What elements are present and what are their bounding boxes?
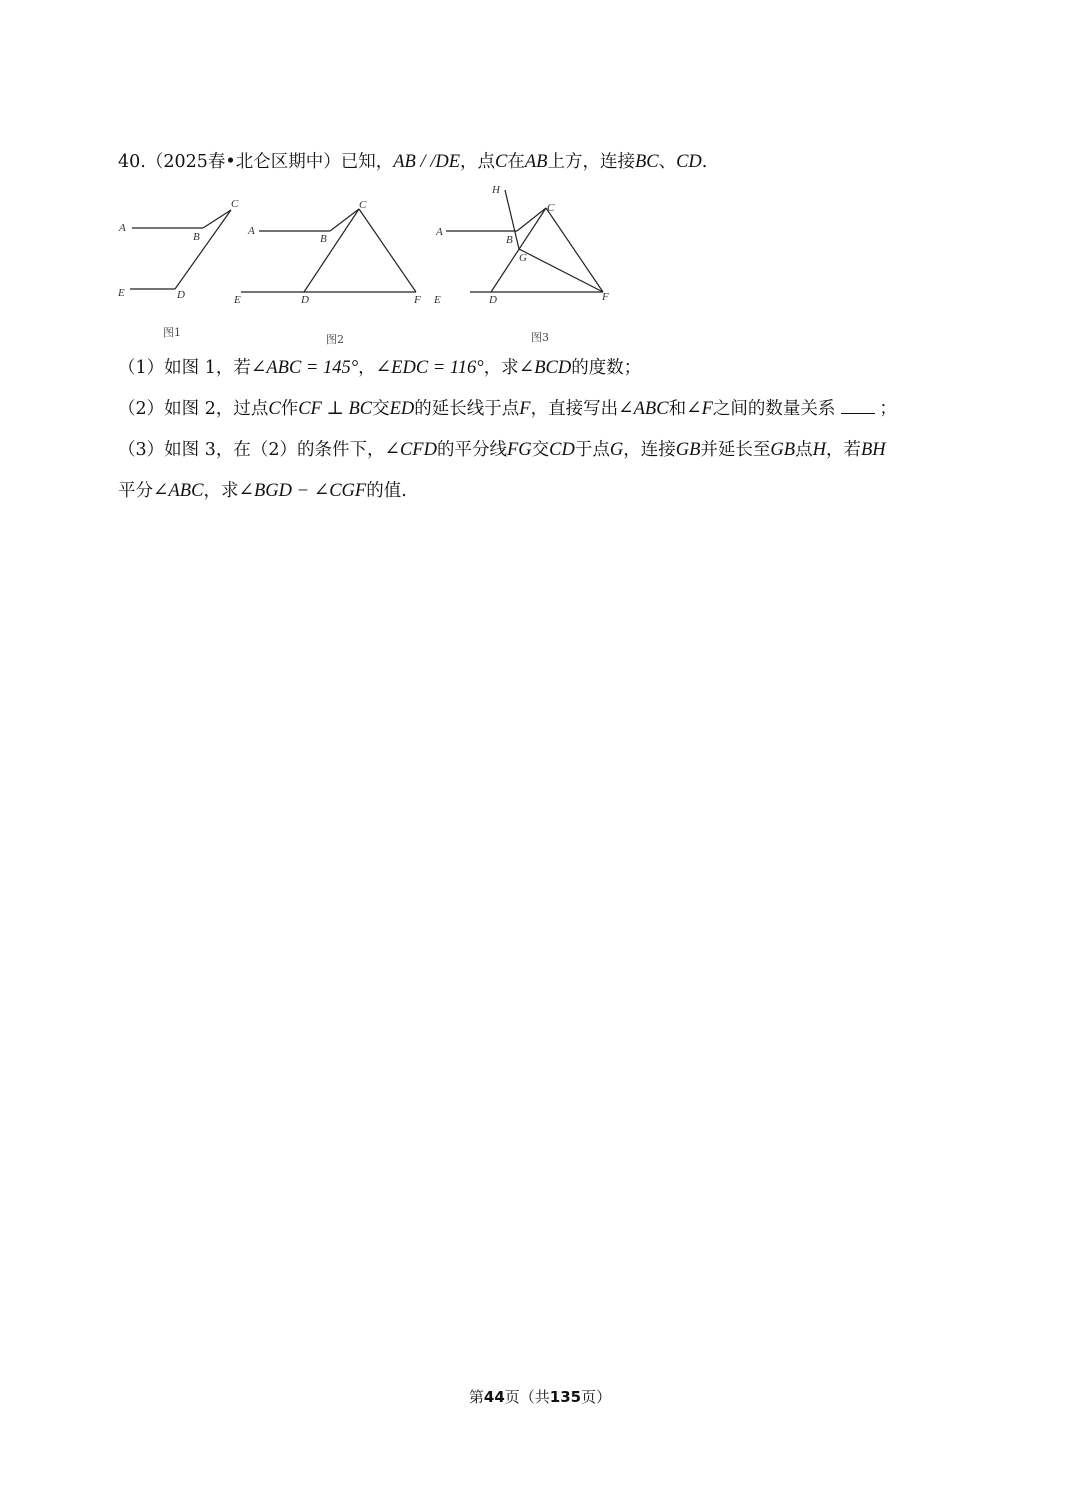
label-e: E [118,287,125,299]
math: ED [389,399,415,419]
text: 平分 [118,481,153,501]
math: BC [634,152,659,172]
math-perpendicular: CF ⊥ BC [298,399,373,419]
text: 已知， [340,152,394,172]
text: 的度数； [571,358,642,378]
math: BH [860,440,886,460]
math-angle-abc: ∠ABC = 145° [250,358,359,378]
math: F [519,399,531,419]
text: 的延长线于点 [414,399,520,419]
text: . [701,152,708,172]
math: AB [524,152,548,172]
text: 和 [668,399,687,419]
math-angle-bcd: ∠BCD [518,358,572,378]
question-2 [118,397,897,421]
text: 交 [531,440,550,460]
label-d: D [177,289,185,301]
math: H [812,440,826,460]
math-parallel: AB / /DE [393,152,460,172]
answer-blank[interactable] [841,399,875,414]
math-expression: ∠BGD − ∠CGF [238,481,367,501]
label-b: B [506,234,513,246]
text: 第 [468,1388,484,1406]
text: 的值. [366,481,407,501]
caption-fig1: 图1 [163,326,181,339]
label-a: A [436,226,443,238]
text: ，求 [203,481,239,501]
figure-1 [117,198,239,339]
math: ∠ABC [153,481,204,501]
label-d: D [489,294,497,306]
text: 并延长至 [700,440,771,460]
question-1 [118,356,641,380]
segment-bc [330,209,359,231]
math: ∠F [686,399,713,419]
text: 点 [795,440,813,460]
segment-cf [359,209,416,292]
label-b: B [320,233,327,245]
text: ，连接 [623,440,676,460]
label-g: G [519,252,527,264]
segment-bc [517,208,546,231]
page-footer [0,1386,1080,1407]
math: G [609,440,624,460]
label-c: C [547,202,555,214]
math: C [268,399,281,419]
math: CD [549,440,575,460]
segment-cd [304,209,359,292]
text: 作 [280,399,299,419]
label-b: B [193,231,200,243]
label-e: E [234,294,241,306]
caption-fig3: 图3 [531,331,549,344]
label-f: F [602,291,609,303]
caption-fig2: 图2 [326,333,344,346]
label-a: A [248,225,255,237]
math: ∠ABC [618,399,669,419]
math: CD [676,152,702,172]
text: ，若 [825,440,861,460]
text: 上方，连接 [547,152,635,172]
math: GB [770,440,796,460]
segment-cf [546,208,603,292]
math: GB [675,440,701,460]
label-h: H [492,184,500,196]
text: （3）如图 3，在（2）的条件下， [118,440,385,460]
figures [0,0,1080,360]
label-c: C [359,199,367,211]
text: 于点 [574,440,610,460]
math: FG [506,440,532,460]
text: 页） [581,1388,612,1406]
segment-fg [519,249,603,292]
figure-2 [233,199,421,346]
segment-cd [491,208,546,292]
segment-cd [175,210,231,289]
question-3 [118,438,886,462]
label-e: E [434,294,441,306]
math: ∠CFD [384,440,437,460]
label-f: F [414,294,421,306]
label-c: C [231,198,239,210]
math-angle-edc: ∠EDC = 116° [375,358,484,378]
total-pages: 135 [549,1388,582,1406]
text: ， [358,358,376,378]
text: （1）如图 1，若 [118,358,251,378]
text: ，求 [483,358,519,378]
page-number: 44 [483,1388,505,1406]
figure-3 [433,184,609,344]
segment-bc [203,210,231,228]
text: ，点 [460,152,495,172]
text: ； [879,399,897,419]
text: 交 [372,399,390,419]
problem-number: 40. [118,152,146,172]
text: ，直接写出 [530,399,619,419]
label-a: A [119,222,126,234]
text: 页（共 [504,1388,550,1406]
math: C [495,152,508,172]
text: 的平分线 [436,440,507,460]
text: 之间的数量关系 [712,399,836,419]
text: 、 [658,152,677,172]
label-d: D [301,294,309,306]
problem-source: （2025春•北仑区期中） [145,152,341,172]
question-3-line-2 [118,479,407,503]
text: （2）如图 2，过点 [118,399,269,419]
text: 在 [507,152,525,172]
